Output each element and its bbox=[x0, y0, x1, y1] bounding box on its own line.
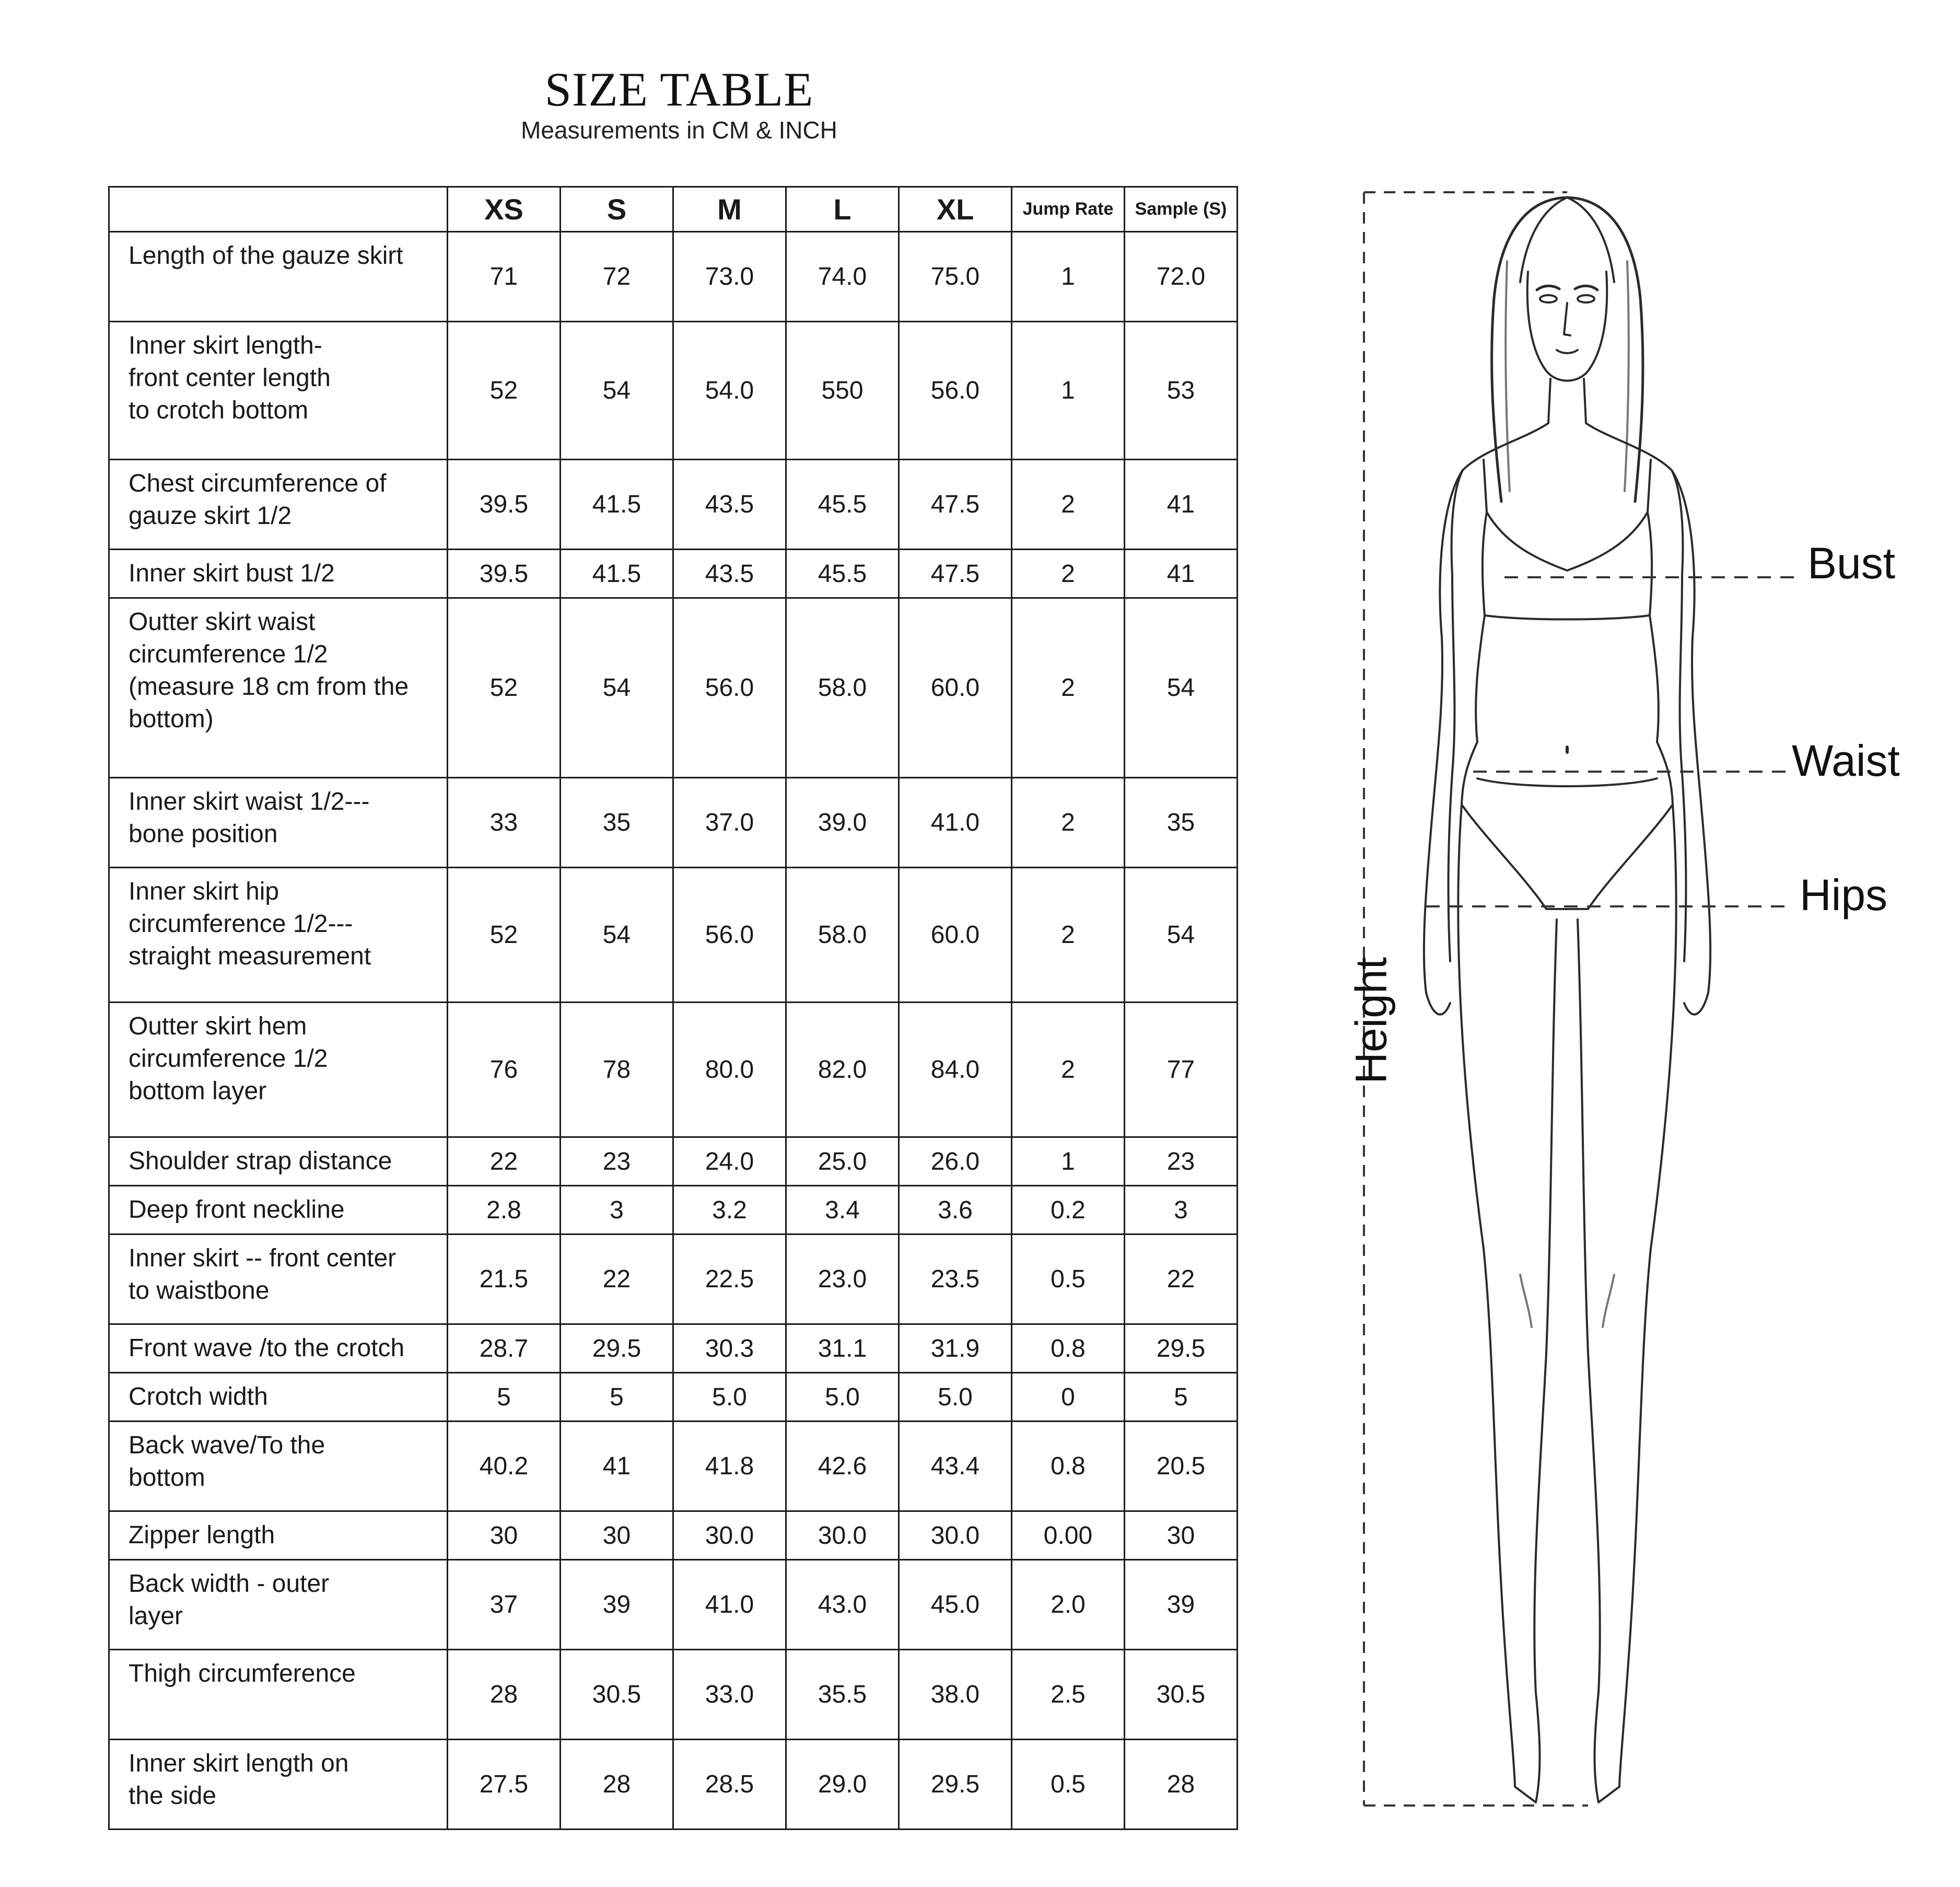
row-label: Crotch width bbox=[109, 1373, 448, 1422]
table-cell: 73.0 bbox=[673, 232, 786, 322]
table-cell: 30 bbox=[561, 1511, 673, 1560]
row-label: Outter skirt hem circumference 1/2 bottom layer bbox=[109, 1003, 448, 1137]
table-cell: 24.0 bbox=[673, 1137, 786, 1186]
table-cell: 58.0 bbox=[786, 598, 899, 778]
waist-label: Waist bbox=[1792, 736, 1900, 785]
table-cell: 0.00 bbox=[1012, 1511, 1125, 1560]
table-row bbox=[109, 1137, 1238, 1186]
table-cell: 30.0 bbox=[786, 1511, 899, 1560]
table-cell: 0.2 bbox=[1012, 1186, 1125, 1234]
table-cell: 23 bbox=[1125, 1137, 1238, 1186]
row-label: Back width - outer layer bbox=[109, 1560, 448, 1650]
table-cell: 35 bbox=[561, 778, 673, 868]
table-cell: 39.5 bbox=[448, 550, 561, 598]
hips-label: Hips bbox=[1800, 870, 1888, 919]
table-cell: 41.0 bbox=[673, 1560, 786, 1650]
table-cell: 3.4 bbox=[786, 1186, 899, 1234]
row-label: Length of the gauze skirt bbox=[109, 232, 448, 322]
table-cell: 60.0 bbox=[899, 598, 1012, 778]
table-row bbox=[109, 1234, 1238, 1324]
table-cell: 52 bbox=[448, 868, 561, 1003]
table-cell: 2.5 bbox=[1012, 1650, 1125, 1740]
table-cell: 52 bbox=[448, 322, 561, 460]
table-cell: 54.0 bbox=[673, 322, 786, 460]
table-cell: 47.5 bbox=[899, 460, 1012, 550]
table-cell: 43.5 bbox=[673, 460, 786, 550]
table-cell: 5.0 bbox=[673, 1373, 786, 1422]
table-cell: 28.7 bbox=[448, 1324, 561, 1373]
header-m: M bbox=[673, 187, 786, 232]
header-row bbox=[109, 187, 1238, 232]
size-table bbox=[108, 186, 1238, 1830]
table-cell: 2.8 bbox=[448, 1186, 561, 1234]
table-cell: 35.5 bbox=[786, 1650, 899, 1740]
table-cell: 0.5 bbox=[1012, 1740, 1125, 1830]
table-cell: 54 bbox=[561, 598, 673, 778]
table-cell: 0.8 bbox=[1012, 1324, 1125, 1373]
table-cell: 3 bbox=[561, 1186, 673, 1234]
table-cell: 2 bbox=[1012, 1003, 1125, 1137]
table-cell: 2 bbox=[1012, 460, 1125, 550]
table-cell: 56.0 bbox=[899, 322, 1012, 460]
header-jump-rate: Jump Rate bbox=[1012, 187, 1125, 232]
table-cell: 30 bbox=[1125, 1511, 1238, 1560]
table-cell: 41 bbox=[1125, 550, 1238, 598]
table-cell: 28 bbox=[448, 1650, 561, 1740]
table-cell: 3.6 bbox=[899, 1186, 1012, 1234]
table-cell: 28 bbox=[1125, 1740, 1238, 1830]
table-cell: 43.0 bbox=[786, 1560, 899, 1650]
table-cell: 58.0 bbox=[786, 868, 899, 1003]
row-label: Deep front neckline bbox=[109, 1186, 448, 1234]
table-cell: 30.0 bbox=[899, 1511, 1012, 1560]
table-cell: 26.0 bbox=[899, 1137, 1012, 1186]
page-title: SIZE TABLE bbox=[544, 63, 814, 116]
table-row bbox=[109, 598, 1238, 778]
table-cell: 3.2 bbox=[673, 1186, 786, 1234]
table-cell: 80.0 bbox=[673, 1003, 786, 1137]
table-cell: 20.5 bbox=[1125, 1422, 1238, 1511]
table-cell: 41.5 bbox=[561, 550, 673, 598]
table-cell: 23 bbox=[561, 1137, 673, 1186]
table-cell: 2 bbox=[1012, 868, 1125, 1003]
table-cell: 71 bbox=[448, 232, 561, 322]
table-cell: 56.0 bbox=[673, 598, 786, 778]
table-cell: 35 bbox=[1125, 778, 1238, 868]
table-cell: 47.5 bbox=[899, 550, 1012, 598]
row-label: Inner skirt bust 1/2 bbox=[109, 550, 448, 598]
table-cell: 76 bbox=[448, 1003, 561, 1137]
table-cell: 54 bbox=[1125, 868, 1238, 1003]
table-cell: 33.0 bbox=[673, 1650, 786, 1740]
table-row bbox=[109, 778, 1238, 868]
table-cell: 30.0 bbox=[673, 1511, 786, 1560]
table-row bbox=[109, 1560, 1238, 1650]
table-cell: 54 bbox=[1125, 598, 1238, 778]
table-cell: 41.0 bbox=[899, 778, 1012, 868]
table-cell: 28 bbox=[561, 1740, 673, 1830]
table-cell: 37.0 bbox=[673, 778, 786, 868]
table-cell: 72.0 bbox=[1125, 232, 1238, 322]
table-cell: 75.0 bbox=[899, 232, 1012, 322]
header-blank bbox=[109, 187, 448, 232]
table-cell: 30.5 bbox=[561, 1650, 673, 1740]
table-cell: 5 bbox=[561, 1373, 673, 1422]
table-cell: 39.0 bbox=[786, 778, 899, 868]
table-cell: 23.0 bbox=[786, 1234, 899, 1324]
table-cell: 82.0 bbox=[786, 1003, 899, 1137]
table-row bbox=[109, 1373, 1238, 1422]
table-cell: 33 bbox=[448, 778, 561, 868]
bust-label: Bust bbox=[1807, 539, 1896, 588]
table-cell: 39 bbox=[561, 1560, 673, 1650]
table-cell: 74.0 bbox=[786, 232, 899, 322]
table-cell: 0.8 bbox=[1012, 1422, 1125, 1511]
table-cell: 0.5 bbox=[1012, 1234, 1125, 1324]
table-cell: 38.0 bbox=[899, 1650, 1012, 1740]
row-label: Zipper length bbox=[109, 1511, 448, 1560]
table-cell: 0 bbox=[1012, 1373, 1125, 1422]
table-cell: 22 bbox=[448, 1137, 561, 1186]
table-cell: 5 bbox=[1125, 1373, 1238, 1422]
table-row bbox=[109, 868, 1238, 1003]
table-cell: 28.5 bbox=[673, 1740, 786, 1830]
table-cell: 30.5 bbox=[1125, 1650, 1238, 1740]
table-cell: 37 bbox=[448, 1560, 561, 1650]
table-row bbox=[109, 460, 1238, 550]
table-cell: 52 bbox=[448, 598, 561, 778]
row-label: Thigh circumference bbox=[109, 1650, 448, 1740]
table-cell: 43.4 bbox=[899, 1422, 1012, 1511]
table-cell: 3 bbox=[1125, 1186, 1238, 1234]
table-cell: 45.0 bbox=[899, 1560, 1012, 1650]
page-subtitle: Measurements in CM & INCH bbox=[521, 117, 837, 144]
table-row bbox=[109, 1740, 1238, 1830]
table-cell: 22 bbox=[1125, 1234, 1238, 1324]
size-table-body bbox=[109, 232, 1238, 1830]
table-row bbox=[109, 1650, 1238, 1740]
table-cell: 45.5 bbox=[786, 550, 899, 598]
table-cell: 2 bbox=[1012, 550, 1125, 598]
table-cell: 29.5 bbox=[1125, 1324, 1238, 1373]
table-cell: 29.5 bbox=[899, 1740, 1012, 1830]
table-cell: 31.9 bbox=[899, 1324, 1012, 1373]
row-label: Shoulder strap distance bbox=[109, 1137, 448, 1186]
table-cell: 2 bbox=[1012, 598, 1125, 778]
row-label: Inner skirt hip circumference 1/2--- straight measurement bbox=[109, 868, 448, 1003]
table-row bbox=[109, 1511, 1238, 1560]
header-s: S bbox=[561, 187, 673, 232]
size-table-header bbox=[109, 187, 1238, 232]
table-cell: 78 bbox=[561, 1003, 673, 1137]
table-cell: 40.2 bbox=[448, 1422, 561, 1511]
row-label: Front wave /to the crotch bbox=[109, 1324, 448, 1373]
table-cell: 41.8 bbox=[673, 1422, 786, 1511]
header-sample: Sample (S) bbox=[1125, 187, 1238, 232]
table-cell: 5.0 bbox=[786, 1373, 899, 1422]
table-cell: 84.0 bbox=[899, 1003, 1012, 1137]
table-cell: 60.0 bbox=[899, 868, 1012, 1003]
row-label: Outter skirt waist circumference 1/2 (measure 18 cm from the bottom) bbox=[109, 598, 448, 778]
table-cell: 43.5 bbox=[673, 550, 786, 598]
table-cell: 31.1 bbox=[786, 1324, 899, 1373]
table-cell: 30 bbox=[448, 1511, 561, 1560]
row-label: Inner skirt length on the side bbox=[109, 1740, 448, 1830]
table-cell: 5.0 bbox=[899, 1373, 1012, 1422]
table-cell: 54 bbox=[561, 322, 673, 460]
row-label: Inner skirt -- front center to waistbone bbox=[109, 1234, 448, 1324]
row-label: Back wave/To the bottom bbox=[109, 1422, 448, 1511]
height-label: Height bbox=[1346, 957, 1396, 1084]
table-cell: 2 bbox=[1012, 778, 1125, 868]
table-cell: 53 bbox=[1125, 322, 1238, 460]
table-cell: 39.5 bbox=[448, 460, 561, 550]
table-cell: 39 bbox=[1125, 1560, 1238, 1650]
table-row bbox=[109, 1186, 1238, 1234]
table-cell: 5 bbox=[448, 1373, 561, 1422]
table-cell: 54 bbox=[561, 868, 673, 1003]
row-label: Inner skirt length- front center length to crotch bottom bbox=[109, 322, 448, 460]
table-cell: 41 bbox=[1125, 460, 1238, 550]
table-cell: 1 bbox=[1012, 232, 1125, 322]
table-cell: 30.3 bbox=[673, 1324, 786, 1373]
table-row bbox=[109, 232, 1238, 322]
table-cell: 1 bbox=[1012, 322, 1125, 460]
table-cell: 42.6 bbox=[786, 1422, 899, 1511]
table-cell: 56.0 bbox=[673, 868, 786, 1003]
header-xs: XS bbox=[448, 187, 561, 232]
woman-sketch-icon bbox=[1424, 197, 1710, 1802]
table-cell: 29.0 bbox=[786, 1740, 899, 1830]
header-xl: XL bbox=[899, 187, 1012, 232]
table-row bbox=[109, 1422, 1238, 1511]
table-cell: 77 bbox=[1125, 1003, 1238, 1137]
table-cell: 41.5 bbox=[561, 460, 673, 550]
table-row bbox=[109, 1003, 1238, 1137]
row-label: Inner skirt waist 1/2--- bone position bbox=[109, 778, 448, 868]
table-cell: 1 bbox=[1012, 1137, 1125, 1186]
table-row bbox=[109, 1324, 1238, 1373]
table-cell: 2.0 bbox=[1012, 1560, 1125, 1650]
table-cell: 23.5 bbox=[899, 1234, 1012, 1324]
table-cell: 25.0 bbox=[786, 1137, 899, 1186]
row-label: Chest circumference of gauze skirt 1/2 bbox=[109, 460, 448, 550]
table-cell: 550 bbox=[786, 322, 899, 460]
table-cell: 27.5 bbox=[448, 1740, 561, 1830]
table-row bbox=[109, 550, 1238, 598]
table-row bbox=[109, 322, 1238, 460]
table-cell: 21.5 bbox=[448, 1234, 561, 1324]
table-cell: 29.5 bbox=[561, 1324, 673, 1373]
table-cell: 45.5 bbox=[786, 460, 899, 550]
table-cell: 22 bbox=[561, 1234, 673, 1324]
table-cell: 72 bbox=[561, 232, 673, 322]
table-cell: 41 bbox=[561, 1422, 673, 1511]
header-l: L bbox=[786, 187, 899, 232]
table-cell: 22.5 bbox=[673, 1234, 786, 1324]
